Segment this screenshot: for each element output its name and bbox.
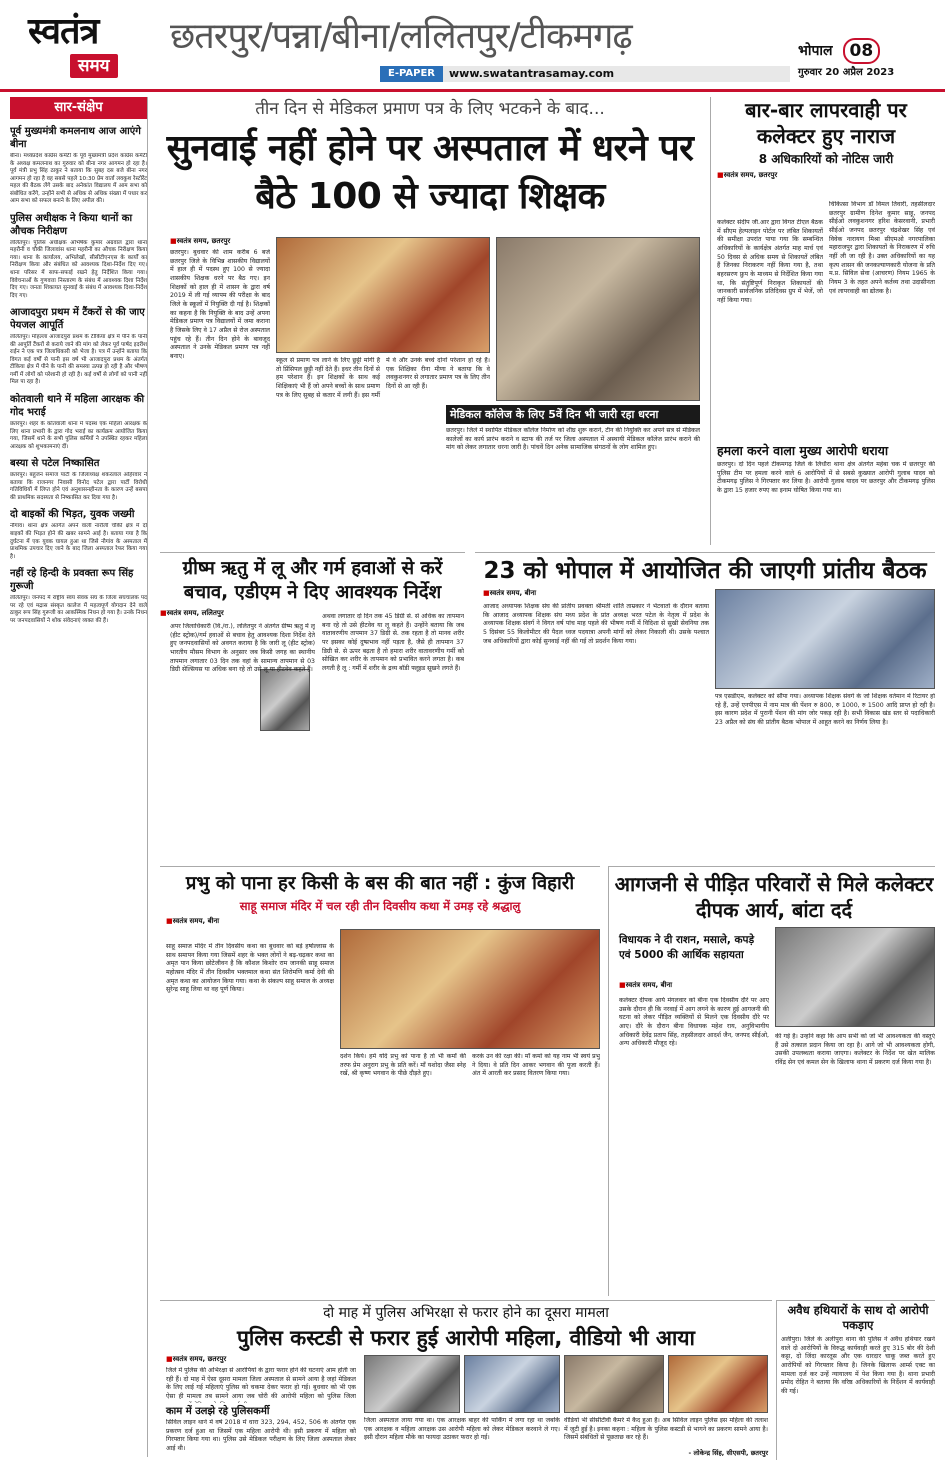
arrest-text: छतरपुर। दो दिन पहले टीकमगढ़ जिले के लिधौरा थाना क्षेत्र अंतर्गत महेबा चक में छतरपुर की पुलिस टीम पर हमला करने वाले 6 आरोपियों में से सबसे कुख्यात आरोपी गुलाब यादव को टीकमगढ़ पुलिस ने गिरफ्तार कर लिया है। आरोपी गुलाब यादव पर छतरपुर और टीकमगढ़ पुलिस के द्वारा 15 हजार रुपए का इनाम घोषित किया गया था। <box>717 461 935 495</box>
heat-text-2: अथवा लगातार दो दिन तक 45 डिग्री से. से अधिक का तापमान बना रहे तो उसे हीटवेव या लू कहते हैं। उन्होंने बताया कि जब वातावरणीय तापमान 37 डिग्री से. तक रहता है तो मानव शरीर पर इसका कोई दुष्प्रभाव नहीं पड़ता है, जैसे ही तापमान 37 डिग्री से. से ऊपर बढ़ता है तो हमारा शरीर वातावरणीय गर्मी को सोखित कर शरीर के तापमान को प्रभावित करने लगता है। कब लगती है लू : गर्मी में शरीर के द्रव्य बॉडी फ्लूइड सूखने लगते हैं। <box>322 613 464 673</box>
top-story-text: छतरपुर। बुधवार की शाम करीब 6 बजे छतरपुर जिले के विभिन्न शासकीय विद्यालयों में हाल ही में पदस्थ हुए 100 से ज्यादा शासकीय शिक्षक धरने पर बैठ गए। इन शिक्षकों को हाल ही में शासन के द्वारा वर्ष 2019 में ली गई व्यापम की परीक्षा के बाद जिले के स्कूलों में नियुक्ति दी गई है। शिक्षकों का कहना है कि नियुक्ति के बाद उन्हें अपना मेडिकल प्रमाण पत्र विद्यालयों में जमा कराना है जिसके लिए वे 17 अप्रैल से रोज अस्पताल पहुंच रहे हैं। तीन दिन होने के बावजूद अस्पताल ने उनके मेडिकल प्रमाण पत्र नहीं बनाए। <box>170 249 270 361</box>
city-label: भोपाल <box>798 42 833 59</box>
logo-bottom-text: समय <box>70 54 118 78</box>
logo <box>28 10 153 80</box>
sidebar-brief-item <box>10 508 147 561</box>
collector-meeting-photo <box>775 927 935 1027</box>
edition-title: छतरपुर/पन्ना/बीना/ललितपुर/टीकमगढ़ <box>170 16 632 57</box>
epaper-strip <box>380 66 790 82</box>
top-story-kicker: तीन दिन से मेडिकल प्रमाण पत्र के लिए भटकने के बाद... <box>255 99 605 119</box>
police-text-3: वीडियो भी सीसीटीवी कैमरे में कैद हुआ है। अब सिविल लाइन पुलिस इस महिला की तलाश में जुटी हुई है। इनका कहना : महिला के पुलिस कस्टडी से भागने का प्रकरण सामने आया है। जिसमें संबंधितों से पूछताछ कर रहे हैं। <box>564 1417 768 1442</box>
sidebar-brief-text: ललितपुर। पुलिस अधीक्षक अभिषेक कुमार अग्रवाल द्वारा थाना महरौनी व चौकी जिलावांस थाना महरौनी का औचक निरीक्षण किया गया। थाना के कार्यालय, अभिलेखों, सीसीटीएनएस के कार्यों का निरीक्षण किया और संबंधित को आवश्यक दिशा-निर्देश दिए गए। थाना परिसर में साफ-सफाई रखने हेतु निर्देशित किया गया। विवेचनाओं के गुणवत्ता निस्तारण के संबंध में आवश्यक दिशा निर्देश दिए गए। जनता शिकायत सुनवाई के संबंध में आवश्यक दिशा-निर्देश दिए गए। <box>10 239 147 299</box>
epaper-label: E-PAPER <box>380 66 443 82</box>
sidebar-brief-item <box>10 567 147 625</box>
sidebar-brief-item <box>10 393 147 451</box>
woman-photo <box>668 1355 768 1413</box>
sidebar-brief-title: दो बाइकों की भिड़त, युवक जख्मी <box>10 509 135 521</box>
police-text: जिले में पुलिस की अभिरक्षा से आरोपियों के द्वारा फरार होने की घटनाएं आम होती जा रही हैं। दो माह में ऐसा दूसरा मामला जिला अस्पताल से सामने आया है जहां मेडिकल के लिए लाई गई महिलाएं पुलिस को चकमा देकर फरार हो गई। बुधवार को भी एक ऐसा ही मामला तब सामने आया जब चोरी की आरोपी महिला को पुलिस जिला <box>166 1367 356 1401</box>
sidebar-brief-item <box>10 125 147 206</box>
sidebar <box>10 97 148 1457</box>
fire-victims-story <box>608 866 935 1296</box>
sidebar-list <box>10 125 147 625</box>
bhopal-meeting-story <box>475 552 935 862</box>
medical-college-caption <box>446 405 700 543</box>
teachers-meeting-photo <box>715 589 935 689</box>
teachers-photo-2 <box>276 237 490 353</box>
sidebar-brief-item <box>10 212 147 300</box>
cctv-photo-2 <box>464 1355 560 1413</box>
bhopal-text: आजाद अध्यापक शिक्षक संघ की प्रांतीय प्रवक्ता श्रीमती शांति ताम्रकार ने भेंटवार्ता के दौरान बताया कि आजाद अध्यापक शिक्षक संघ मध्य प्रदेश के प्रांत अध्यक्ष भरत पटेल के नेतृत्व में प्रदेश के अध्यापक शिक्षक संवर्ग ने विगत वर्ष पांच माह पहले की भीषण गर्मी में विदिशा से सुखी सेवनिया तक 5 दिसंबर 55 किलोमीटर की पैदल ध्वज पदयात्रा अपनी मांगों को लेकर निकाली थी। उसके पश्चात जब अधिकारियों द्वारा कोई सुनवाई नहीं की गई तो प्रदर्शन किया गया। <box>483 603 709 645</box>
top-story-text-2: स्कूल से प्रमाण पत्र लाने के लिए छुट्टी मांगी है तो प्रिंसिपल छुट्टी नहीं देते हैं। इधर तीन दिनों से हम परेशान हैं। इन शिक्षकों के साथ कई शिक्षिकाएं भी हैं जो अपने बच्चों के साथ प्रमाण पत्र के लिए सुबह से कतार में लगी हैं। इस गर्मी में वे और उनके बच्चे दोनों परेशान हो रहे हैं। एक शिक्षिका रीना मीणा ने बताया कि वे लवकुशनगर से लगातार प्रमाण पत्र के लिए तीन दिनों से आ रही हैं। <box>276 357 490 399</box>
sidebar-heading: सार-संक्षेप <box>10 97 147 119</box>
fire-subhead: विधायक ने दी राशन, मसाले, कपड़े एवं 5000 की आर्थिक सहायता <box>619 934 755 961</box>
collector-notice-text-2: चिकित्सा विभाग डॉ विमल तिवारी, तहसीलदार छतरपुर ग्रामीण दिनेश कुमार साहू, जनपद सीईओ लवकुशनगर हरिश केसरवानी, प्रभारी सीईओ जनपद छतरपुर चंद्रशेखर सिंह एवं विवेक नारायण मिश्रा सीएमओ नगरपालिका महाराजपुर द्वारा शिकायतों के निराकरण में रुचि नहीं ली जा रही है। उक्त अधिकारियों का यह कृत्य शासन की जनकल्याणकारी योजना के प्रति म.प्र. सिविल सेवा (आचरण) नियम 1965 के नियम 3 के तहत अपने कर्तव्य तथा उदासीनता एवं लापरवाही का द्योतक है। <box>829 201 935 295</box>
masthead <box>0 0 945 92</box>
page-number: 08 <box>843 38 881 64</box>
sidebar-brief-text: नौगांव। थाना क्षेत्र अंतर्गत अपने वाली नारौली चौकी क्षेत्र में दो बाइकों की भिड़त होने की खबर सामने आई है। बताया गया है कि दुर्घटना में एक युवक घायल हुआ था जिसे नौगांव के अस्पताल में प्राथमिक उपचार दिए जाने के बाद जिला अस्पताल रेफर किया गया है। <box>10 523 147 560</box>
issue-date: गुरुवार 20 अप्रैल 2023 <box>798 67 895 78</box>
kunj-headline: प्रभु को पाना हर किसी के बस की बात नहीं : कुंज विहारी <box>185 873 575 894</box>
kunj-text-2: दर्शन किये। हमें यदि प्रभु को पाना है तो भी कर्मों की तरफ प्रेम अनुराग प्रभु के प्रति करें। माँ यशोदा जैसा स्नेह रखें, श्री कृष्ण भगवान के पीछे दौड़ते हुए। <box>340 1053 466 1078</box>
bhopal-text-2: पत्र एसडीएम, कलेक्टर को सौंपा गया। अध्यापक शिक्षक संवर्ग के जो शिक्षक वर्तमान में रिटायर हो रहे हैं, उन्हें एनपीएस में नाम मात्र की पेंशन रु 800, रु 1000, रु 1500 आदि प्राप्त हो रही है। इस कारण प्रदेश में पुरानी पेंशन की मांग जोर पकड़ रही है। सभी विकास खंड स्तर से पदाधिकारी 23 अप्रैल को संघ की प्रांतीय बैठक भोपाल में आहूत करने का निर्णय लिया है। <box>715 693 935 727</box>
arrest-headline: हमला करने वाला मुख्य आरोपी धराया <box>717 443 889 458</box>
arms-headline: अवैध हथियारों के साथ दो आरोपी पकड़ाए <box>787 1303 929 1332</box>
website-link[interactable]: www.swatantrasamay.com <box>449 66 615 80</box>
heat-headline: ग्रीष्म ऋतु में लू और गर्म हवाओं से करें बचाव, एडीएम ने दिए आवश्यक निर्देश <box>182 558 443 603</box>
logo-top-text: स्वतंत्र <box>28 10 99 52</box>
heat-story <box>160 552 465 862</box>
collector-notice-headline: बार-बार लापरवाही पर कलेक्टर हुए नाराज <box>745 98 907 148</box>
top-story <box>160 97 700 545</box>
medical-college-caption-title: मेडिकल कॉलेज के लिए 5वें दिन भी जारी रहा धरना <box>446 405 700 424</box>
collector-notice-text: कलेक्टर संदीप जी.आर द्वारा विगत टीएल बैठक में सीएम हेल्पलाइन पोर्टल पर लंबित शिकायतों की समीक्षा उपरांत पाया गया कि सम्बन्धित अधिकारियों के कार्यक्षेत्र अंतर्गत माह मार्च एवं 50 दिवस से अधिक समय से शिकायतें लंबित हैं जिनका निराकरण नहीं किया गया है, तथा बहरसरण फ्रुप के माध्यम से निर्देशित किया गया था, कि संतुष्टिपूर्ण निराकृत शिकायतों की जानकारी सार्वजनिक प्रतिदिवस ग्रुप में भेजें, जो नहीं किया गया। <box>717 219 823 305</box>
fire-byline: ■ स्वतंत्र समय, बीना <box>619 981 769 990</box>
collector-notice-byline: ■ स्वतंत्र समय, छतरपुर <box>717 171 827 180</box>
police-subtext: सिविल लाइन थाने में वर्ष 2018 में धारा 323, 294, 452, 506 के अंतर्गत एक प्रकरण दर्ज हुआ था जिसमें एक महिला आरोपी थी। इसी प्रकरण में महिला को गिरफ्तार किया गया था। पुलिस उसे मेडिकल परीक्षण के लिए जिला अस्पताल लेकर आई थी। <box>166 1419 356 1453</box>
cctv-photo-1 <box>364 1355 460 1413</box>
top-story-headline: सुनवाई नहीं होने पर अस्पताल में धरने पर बैठे 100 से ज्यादा शिक्षक <box>166 128 694 217</box>
teachers-protest-photo <box>496 237 700 401</box>
police-headline: पुलिस कस्टडी से फरार हुई आरोपी महिला, वीडियो भी आया <box>237 1326 695 1350</box>
arms-story <box>776 1300 935 1460</box>
fire-text: कलेक्टर दीपक आर्य मंगलवार को बीना एक दिवसीय दौरे पर आए उसके दौरान ही कि नरवाई में आग लगने के कारण हुई आगजनी की घटना को लेकर पीड़ित व्यक्तियों से मिलने एक दिवसीय दौरे पर आए। दौरे के दौरान बीना विधायक महेश राय, अनुविभागीय अधिकारी देवेंद्र प्रताप सिंह, तहसीलदार आदर्श जैन, जनपद सीईओ, अन्य अधिकारी मौजूद रहे। <box>619 997 769 1048</box>
police-kicker: दो माह में पुलिस अभिरक्षा से फरार होने का दूसरा मामला <box>323 1305 609 1321</box>
kunj-text: साहू समाज मंदिर में तीन दिवसीय कथा का बुधवार को बड़े हर्षोल्लास के साथ समापन किया गया जिसमें शहर के भक्त लोगों ने बढ़-चढ़कर कथा का अमृत पान किया छोटेजीवन है कि कौशल किशोर राम जानकी साहू समाज महोत्सव मंदिर में तीन दिवसीय भक्तमाल कथा संत शिरोमणि कर्मा देवी की अमृत कथा का आयोजन किया गया। कथा के संकल्प साहू समाज के अध्यक्ष सुरेन्द्र साहू लिया था वह पूर्ण किया। <box>166 943 334 994</box>
sidebar-brief-text: छतरपुर। बहुजन समाज पार्टी के जिलाध्यक्ष शंकरलाल अहिरवार ने बताया कि राजनगर निवासी विनोद पटेल द्वारा पार्टी विरोधी गतिविधियों में लिप्त होने एवं अनुशासनहीनता के कारण उन्हें बसपा की प्राथमिक सदस्यता से निष्कासित कर दिया गया है। <box>10 472 147 501</box>
sidebar-brief-text: ललितपुर। जनपद में राष्ट्रीय स्वयं सेवक संघ के जिला संघचालक पद पर रहे एवं मद्रास संस्कृत कालेज में महत्वपूर्ण योगदान देने वाले ठाकुर रूप सिंह गुरूजी का आकस्मिक निधन हो गया है। उनके निधन पर जनपदवासियों ने शोक संवेदनाएं व्यक्त की हैं। <box>10 595 147 624</box>
sidebar-brief-item <box>10 306 147 387</box>
sidebar-brief-title: पूर्व मुख्यमंत्री कमलनाथ आज आएंगे बीना <box>10 126 141 150</box>
collector-notice-subhead: 8 अधिकारियों को नोटिस जारी <box>758 152 894 166</box>
police-subtitle: काम में उलझे रहे पुलिसकर्मी <box>166 1406 270 1417</box>
kunj-subhead: साहू समाज मंदिर में चल रही तीन दिवसीय कथा में उमड़ रहे श्रद्धालु <box>239 899 521 913</box>
sidebar-brief-item <box>10 457 147 502</box>
kunj-byline: ■ स्वतंत्र समय, बीना <box>166 917 600 926</box>
medical-college-caption-text: छतरपुर। जिले में स्थापित मेडिकल कॉलेज निर्माण को शीघ्र शुरू कराने, टीन की नियुक्ति कर अपने सत्र से मेडिकल कालेजों का कार्य प्रारंभ कराने व स्टाफ की तर्ज पर जिला अस्पताल में अस्थायी मेडिकल कॉलेज प्रारंभ कराने की मांग को लेकर लगातार धरना जारी है। पांचवें दिन अनेक सामाजिक संगठनों के लोग शामिल हुए। <box>446 427 700 452</box>
police-byline: ■ स्वतंत्र समय, छतरपुर <box>166 1355 356 1364</box>
sidebar-brief-title: आजादपुरा प्रथम में टैंकरों से की जाए पेयजल आपूर्ति <box>10 307 145 332</box>
sidebar-brief-text: बीना। मध्यप्रदेश कांग्रेस कमेटी के पूर्व मुख्यमंत्री प्रदेश कांग्रेस कमेटी के अध्यक्ष कमलनाथ का गुरुवार को बीना नगर आगमन हो रहा है। पूर्व मंत्री प्रभु सिंह ठाकुर ने बताया कि सुबह दस बजे बीना नगर आगमन हो रहा है वह सबसे पहले 10:30 प्रेम वार्ता लवकुश रेस्टोरेंट महल की बैठक लेंगे उसके बाद अनेकांत विद्यालय में आम सभा को संबोधित करेंगे, उन्होंने सभी से अधिक से अधिक संख्या में पधार कर आम सभा को सफल बनाने के लिए अपील की। <box>10 153 147 205</box>
heat-text: अपर जिलाधिकारी (वि./रा.), ललितपुर ने अंतर्गत ग्रीष्म ऋतु में लू (हीट स्ट्रोक)/गर्म हवाओं से बचाव हेतु आवश्यक दिशा निर्देश देते हुए जनपदवासियों को अवगत कराया है कि जारी लू (हीट स्ट्रोक) भारतीय मौसम विभाग के अनुसार जब किसी जगह का स्थानीय तापमान लगातार 03 दिन तक वहां के सामान्य तापमान से 03 डिग्री सेल्सियस या अधिक बना रहे तो उसे लू या हीटवेव कहते हैं। <box>170 623 315 674</box>
police-quote-author: - लोकेन्द्र सिंह, सीएसपी, छतरपुर <box>688 1449 768 1457</box>
sidebar-brief-title: पुलिस अधीक्षक ने किया थानों का औचक निरीक्षण <box>10 212 133 237</box>
police-text-2: जिला अस्पताल लाया गया था। एक आरक्षक बाहर की पार्किंग में लगा रहा था जबकि एक आरक्षक व महिला आरक्षक उस आरोपी महिला को लेकर मेडिकल करवाने ले गए। इसी दौरान महिला मौके का फायदा उठाकर फरार हो गई। <box>364 1417 560 1442</box>
bhopal-byline: ■ स्वतंत्र समय, बीना <box>483 589 935 598</box>
fire-headline: आगजनी से पीड़ित परिवारों से मिले कलेक्टर दीपक आर्य, बांटा दर्द <box>614 872 934 922</box>
arms-text: अलीपुरा। जिले के अलीपुरा थाना की पुलिस ने अवैध हथियार रखने वाले दो आरोपियों के विरुद्ध कार्यवाही करते हुए 315 बोर की देशी कट्टा, दो जिंदा कारतूस और एक धारदार चाकू जब्त करते हुए आरोपियों को गिरफ्तार किया है। जिनके खिलाफ आर्म्स एक्ट का मामला दर्ज कर उन्हें न्यायालय में पेश किया गया है। थाना प्रभारी प्रमोद रोहित ने बताया कि वरिष्ठ अधिकारियों के निर्देशन में कार्यवाही की गई। <box>781 1336 935 1396</box>
sidebar-brief-text: ललितपुर। मोहल्ला आजादपुरा प्रथम के टीकिया क्षेत्र में पीने के पानी की आपूर्ति टैंकरों से कराये जाने की मांग को लेकर पूर्व पार्षद इदरीश राईन ने एक पत्र जिलाधिकारी को भेजा है। पत्र में उन्होंने बताया कि विगत कई वर्षों से पानी इस वर्ष भी आजादपुरा प्रथम के अंतर्गत टीकिया क्षेत्र में पीने के पानी की समस्या उत्पन्न हो रही है और भीषण गर्मी में लोगों को परेशानी हो रही है। कई वर्षों से लोगों को पानी नहीं मिल पा रहा है। <box>10 334 147 386</box>
fire-text-2: की गई है। उन्होंने कहा कि आप सभी को जो भी आवश्यकता की वस्तुएं हैं उसे तत्काल प्रदान किया जा रहा है। आगे जो भी आवश्यकता होगी, उसकी उपलब्धता कराया जाएगा। कलेक्टर के निर्देश पर खेत मालिक रविंद्र सेन एवं कमल सेन के खिलाफ थाना में प्रकरण दर्ज किया गया है। <box>775 1033 935 1067</box>
cctv-photo-3 <box>564 1355 664 1413</box>
heat-byline: ■ स्वतंत्र समय, ललितपुर <box>160 609 465 618</box>
top-story-byline: ■ स्वतंत्र समय, छतरपुर <box>170 237 370 246</box>
sidebar-brief-title: कोतवाली थाने में महिला आरक्षक की गोद भराई <box>10 394 145 419</box>
kunj-story <box>160 866 600 1296</box>
sidebar-brief-title: नहीं रहे हिन्दी के प्रवक्ता रूप सिंह गुरूजी <box>10 568 134 593</box>
kunj-text-3: करके उन की रक्षा की। माँ कर्मा को यह नाम भी स्वयं प्रभु ने दिया। वे प्रति दिन आकर भगवान की पूजा करती हैं। अंत में आरती कर प्रसाद वितरण किया गया। <box>472 1053 600 1078</box>
sidebar-brief-text: छतरपुर। शहर के कोतवाली थाना में पदस्थ एक महिला आरक्षक के लिए थाना प्रभारी के द्वारा गोद भराई का कार्यक्रम आयोजित किया गया, जिसमें थाने के सभी पुलिस कर्मियों ने उपस्थित रहकर महिला आरक्षक को शुभकामनाएं दीं। <box>10 421 147 450</box>
police-custody-story <box>160 1300 772 1460</box>
sidebar-brief-title: बस्या से पटेल निष्कासित <box>10 458 100 470</box>
collector-notice-story <box>710 97 935 545</box>
page-info <box>798 36 898 66</box>
devotees-photo <box>340 929 600 1049</box>
bhopal-headline: 23 को भोपाल में आयोजित की जाएगी प्रांतीय बैठक <box>483 558 927 584</box>
